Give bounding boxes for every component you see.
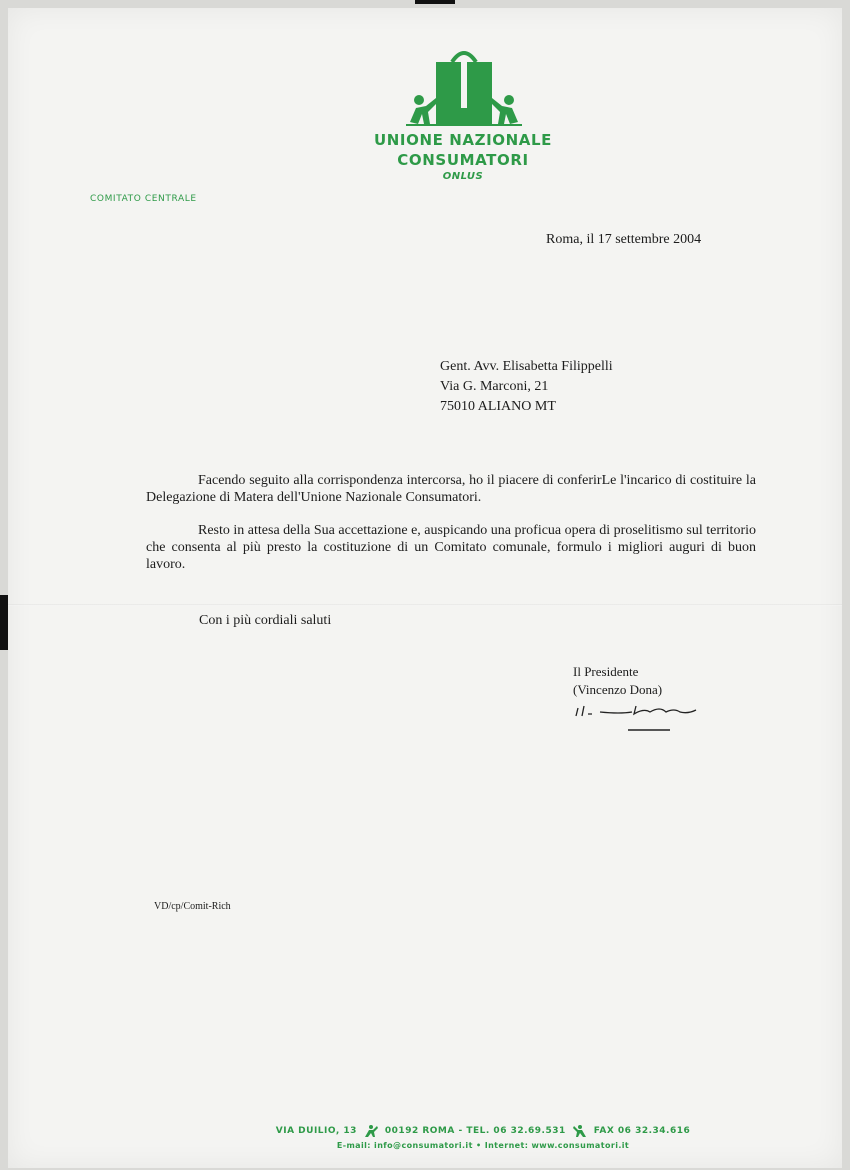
scan-edge-mark bbox=[415, 0, 455, 4]
footer-web-line bbox=[158, 1141, 808, 1150]
scan-edge-mark bbox=[0, 595, 8, 650]
figure-logo-icon bbox=[363, 1124, 379, 1138]
committee-label: COMITATO CENTRALE bbox=[90, 194, 197, 204]
footer-city-phone: 00192 ROMA - TEL. 06 32.69.531 bbox=[384, 1126, 566, 1136]
org-name-line-2: CONSUMATORI bbox=[397, 151, 529, 169]
recipient-name: Gent. Avv. Elisabetta Filippelli bbox=[440, 359, 613, 374]
signature-block bbox=[573, 663, 662, 699]
handwritten-signature bbox=[570, 702, 710, 742]
organization-name bbox=[308, 130, 618, 182]
footer-contact-line bbox=[158, 1124, 808, 1138]
footer-email: E-mail: info@consumatori.it bbox=[336, 1141, 473, 1150]
recipient-city: 75010 ALIANO MT bbox=[440, 399, 556, 414]
signatory-title: Il Presidente bbox=[573, 664, 639, 679]
reference-code: VD/cp/Comit-Rich bbox=[154, 901, 231, 912]
closing-salutation: Con i più cordiali saluti bbox=[199, 613, 332, 628]
footer-website: Internet: www.consumatori.it bbox=[484, 1141, 630, 1150]
footer-fax: FAX 06 32.34.616 bbox=[593, 1126, 691, 1136]
recipient-street: Via G. Marconi, 21 bbox=[440, 379, 549, 394]
letter-body bbox=[146, 472, 756, 589]
shopping-bag-with-figures-icon bbox=[406, 46, 522, 130]
letterhead-footer bbox=[158, 1124, 808, 1150]
letter-page bbox=[8, 8, 842, 1168]
paragraph-2: Resto in attesa della Sua accettazione e, auspicando una proficua opera di proselitismo sul territorio che consenta al più presto la costituzione di un Comitato comunale, formulo i migliori auguri di buon lavoro. bbox=[146, 523, 756, 572]
recipient-address bbox=[440, 357, 613, 417]
signatory-name: (Vincenzo Dona) bbox=[573, 682, 663, 697]
paragraph-1: Facendo seguito alla corrispondenza intercorsa, ho il piacere di conferirLe l'incarico di costituire la Delegazione di Matera dell'Unione Nazionale Consumatori. bbox=[146, 473, 756, 505]
footer-address: VIA DUILIO, 13 bbox=[275, 1126, 357, 1136]
org-name-line-1: UNIONE NAZIONALE bbox=[373, 131, 553, 149]
letter-date: Roma, il 17 settembre 2004 bbox=[546, 232, 702, 247]
org-status: ONLUS bbox=[442, 171, 484, 182]
footer-separator: • bbox=[476, 1141, 482, 1150]
paper-fold-line bbox=[8, 604, 842, 606]
figure-logo-icon bbox=[572, 1124, 588, 1138]
